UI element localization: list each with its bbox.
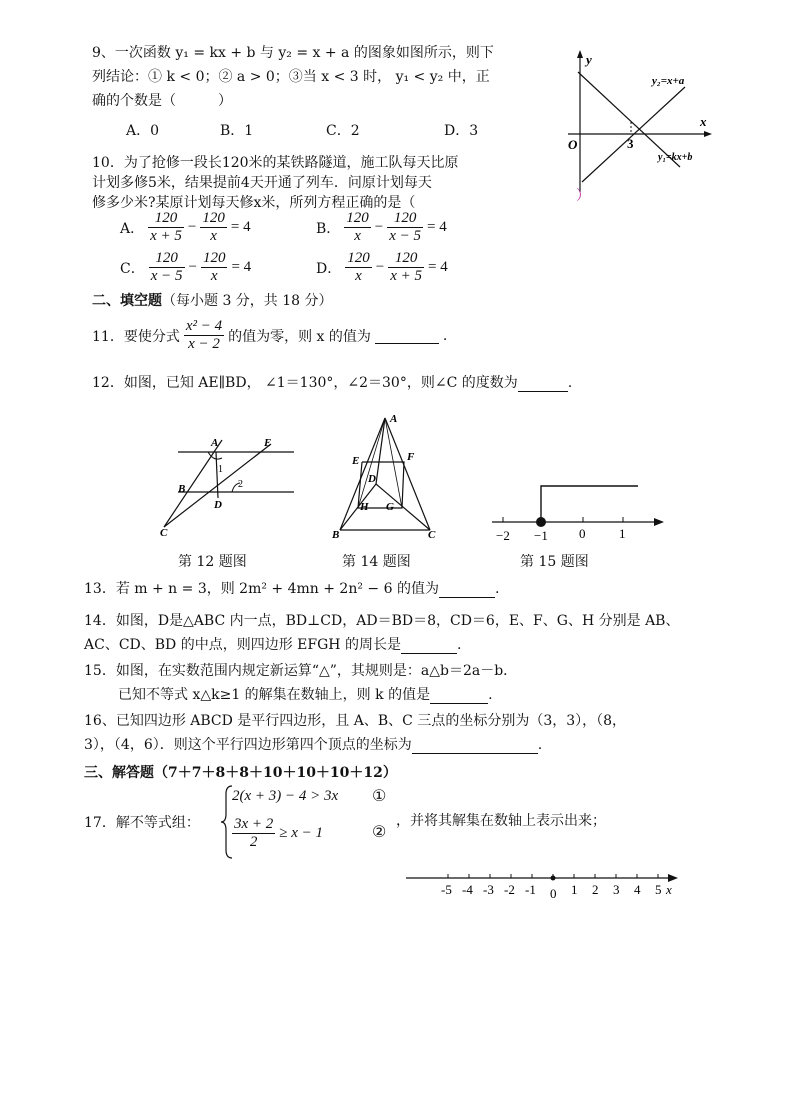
q10-option-d (316, 250, 448, 285)
q15-line1: 15．如图，在实数范围内规定新运算“△”，其规则是：a△b＝2a－b． (84, 663, 518, 679)
q17-inequality-1 (232, 788, 338, 805)
q10-a-frac1: $\frac{120}{x + 5}$ (150, 210, 182, 244)
q9-label-y1: y₁=kx+b (658, 152, 693, 163)
q17-axis-arrow (668, 874, 678, 882)
fig15-label-1: 1 (619, 526, 626, 541)
fig15-label-0: 0 (579, 526, 586, 541)
q12-text: 12．如图，已知 AE∥BD， ∠1＝130°，∠2＝30°，则∠C 的度数为 (92, 375, 518, 391)
fig14-label-f: F (407, 451, 415, 463)
q9-line2: 列结论：① k < 0；② a > 0；③当 x < 3 时， y₁ < y₂ 中，正 (92, 69, 490, 85)
q10-b-op: − (374, 219, 384, 235)
q9-label-y2: y₂=x+a (652, 75, 685, 87)
q10-b-rhs: = 4 (427, 219, 447, 235)
q9-label-3: 3 (627, 136, 634, 151)
q14-answer-blank[interactable] (401, 637, 457, 654)
q9-option-c: C．2 (326, 123, 360, 139)
q11-period: . (442, 327, 448, 344)
q16-period: . (537, 737, 543, 753)
q16-answer-blank[interactable] (412, 737, 538, 754)
q11-post: 的值为零，则 x 的值为 (228, 328, 371, 345)
q16-line2-wrap (84, 734, 542, 754)
q14-line2: AC、CD、BD 的中点，则四边形 EFGH 的周长是 (84, 637, 401, 653)
fig14-ac (385, 418, 430, 530)
q10-a-rhs: = 4 (230, 219, 251, 235)
q9-option-b: B．1 (220, 123, 254, 139)
q11 (92, 318, 447, 353)
q10-b-letter: B． (316, 220, 341, 237)
q9-option-a: A．0 (126, 123, 160, 139)
q9-x-arrow (704, 131, 712, 137)
q17-ineq2-fraction: $\frac{3x + 2}{2}$ (234, 816, 274, 850)
q17-ineq2-rest: ≥ x − 1 (279, 825, 324, 841)
fig14-label-g: G (386, 501, 394, 513)
q9-y-arrow (577, 50, 583, 58)
q9-label-origin: O (568, 137, 578, 152)
figure-15 (484, 474, 670, 544)
q17-tick-label: -5 (441, 882, 452, 897)
q10-option-a (120, 210, 251, 245)
q15-answer-blank[interactable] (430, 687, 488, 704)
q10-line1: 10．为了抢修一段长120米的某铁路隧道，施工队每天比原 (92, 155, 459, 171)
q9-line3: 确的个数是（ ） (92, 93, 232, 109)
q17-ineq1-text: 2(x + 3) − 4 > 3x (232, 788, 339, 804)
fig14-label-h: H (360, 501, 369, 513)
fig15-label-m1: −1 (534, 528, 548, 543)
fig12-line-ca (164, 440, 222, 527)
q15-line2-wrap (118, 684, 493, 704)
q10-b-frac2: $\frac{120}{x - 5}$ (389, 210, 422, 244)
q16-line1: 16、已知四边形 ABCD 是平行四边形，且 A、B、C 三点的坐标分别为（3，3），（8， (84, 713, 627, 729)
q10-d-rhs: = 4 (427, 259, 448, 275)
fig12-label-c: C (160, 527, 168, 539)
fig15-label-m2: −2 (496, 528, 510, 543)
q13-period: . (494, 581, 500, 597)
fig12-label-d: D (214, 499, 222, 511)
q17-tick-label: 3 (613, 882, 620, 897)
q10-b-frac1: $\frac{120}{x}$ (346, 210, 369, 244)
q15-period: . (488, 687, 493, 703)
q10-c-frac1: $\frac{120}{x - 5}$ (150, 250, 183, 284)
q14-period: . (456, 637, 462, 653)
fig14-label-d: D (368, 473, 376, 485)
q17-tail: ，并将其解集在数轴上表示出来； (396, 813, 606, 829)
q10-line2: 计划多修5米，结果提前4天开通了列车．问原计划每天 (92, 175, 432, 191)
q9-stray-paren: ） (576, 189, 590, 202)
q10-d-op: − (375, 259, 385, 275)
fig15-closed-point (536, 517, 546, 527)
q11-pre: 11．要使分式 (92, 328, 180, 345)
q17-tick-label: 0 (550, 886, 557, 901)
q10-a-frac2: $\frac{120}{x}$ (202, 210, 225, 244)
fig14-label-e: E (352, 455, 360, 467)
q17-tick-label: 5 (655, 882, 662, 897)
q17-tick-label: -4 (462, 882, 473, 897)
fig15-caption: 第 15 题图 (520, 554, 589, 570)
q12-answer-blank[interactable] (518, 375, 568, 392)
fig12-label-a: A (211, 437, 219, 449)
q17-label: 17．解不等式组： (84, 815, 200, 831)
q15-line2: 已知不等式 x△k≥1 的解集在数轴上，则 k 的值是 (118, 687, 431, 703)
q9-option-d: D．3 (444, 123, 479, 139)
q9-label-x: x (700, 114, 707, 129)
q10-c-frac2: $\frac{120}{x}$ (202, 250, 226, 284)
q10-line3: 修多少米?某原计划每天修x米，所列方程正确的是（ (92, 195, 416, 211)
section3-title: 三、解答题（7＋7＋8＋8＋10＋10＋10＋12） (84, 765, 397, 781)
q14-line1: 14．如图，D是△ABC 内一点，BD⊥CD，AD＝BD＝8，CD＝6，E、F、G、H 分别是 AB、 (84, 613, 680, 629)
q14-line2-wrap (84, 634, 461, 654)
fig15-arrow (654, 518, 664, 526)
section2-note: （每小题 3 分，共 18 分） (162, 293, 333, 309)
q17-mark-1: ① (372, 786, 387, 805)
q17-origin-dot (551, 876, 556, 881)
q17-number-line[interactable] (404, 868, 686, 902)
q17-inequality-2 (232, 816, 323, 851)
q10-d-letter: D． (316, 260, 342, 277)
fig14-ab (340, 418, 385, 530)
q17-tick-label: 2 (592, 882, 599, 897)
q9-graph (560, 42, 720, 202)
q10-d-frac1: $\frac{120}{x}$ (347, 250, 370, 284)
fig14-caption: 第 14 题图 (342, 554, 411, 570)
q10-c-op: − (188, 259, 197, 275)
q16-line2: 3），（4，6）．则这个平行四边形第四个顶点的坐标为 (84, 737, 412, 753)
q10-option-c (120, 250, 251, 285)
q9-line1: 9、一次函数 y₁ = kx + b 与 y₂ = x + a 的图象如图所示，则下 (92, 45, 494, 61)
q10-a-op: − (187, 219, 197, 235)
fig12-caption: 第 12 题图 (178, 554, 247, 570)
q13-answer-blank[interactable] (439, 581, 495, 598)
q10-option-b (316, 210, 447, 245)
q11-answer-blank[interactable] (375, 327, 439, 344)
q17-tick-label: -1 (525, 882, 536, 897)
section2-heading (92, 290, 333, 310)
q10-c-rhs: = 4 (231, 259, 252, 275)
q10-a-letter: A． (120, 220, 145, 237)
q17-tick-label: -2 (504, 882, 515, 897)
section2-title: 二、填空题 (92, 293, 162, 309)
q13-text: 13．若 m + n = 3，则 2m² + 4mn + 2n² − 6 的值为 (84, 581, 439, 597)
fig14-label-c: C (428, 529, 436, 541)
q10-c-letter: C． (120, 260, 145, 277)
q17-tick-label: -3 (483, 882, 494, 897)
q17-axis-label: x (666, 882, 672, 897)
q17-tick-label: 4 (634, 882, 641, 897)
q17-tick-label: 1 (571, 882, 578, 897)
q17-mark-2: ② (372, 822, 387, 841)
q12-period: . (567, 375, 573, 391)
q10-d-frac2: $\frac{120}{x + 5}$ (390, 250, 422, 284)
q13 (84, 578, 499, 598)
fig12-label-b: B (178, 483, 186, 495)
fig12-label-e: E (264, 437, 272, 449)
figure-12 (156, 432, 306, 542)
fig15-solution-ray (541, 486, 638, 522)
fig14-label-b: B (332, 529, 340, 541)
fig12-label-2: 2 (238, 479, 243, 490)
fig12-label-1: 1 (218, 464, 223, 475)
q12 (92, 372, 572, 392)
q11-fraction: $\frac{\text{x² − 4}}{x - 2}$ (185, 318, 223, 352)
figure-14 (330, 408, 440, 542)
q9-label-y: y (586, 52, 592, 67)
fig14-label-a: A (390, 413, 398, 425)
